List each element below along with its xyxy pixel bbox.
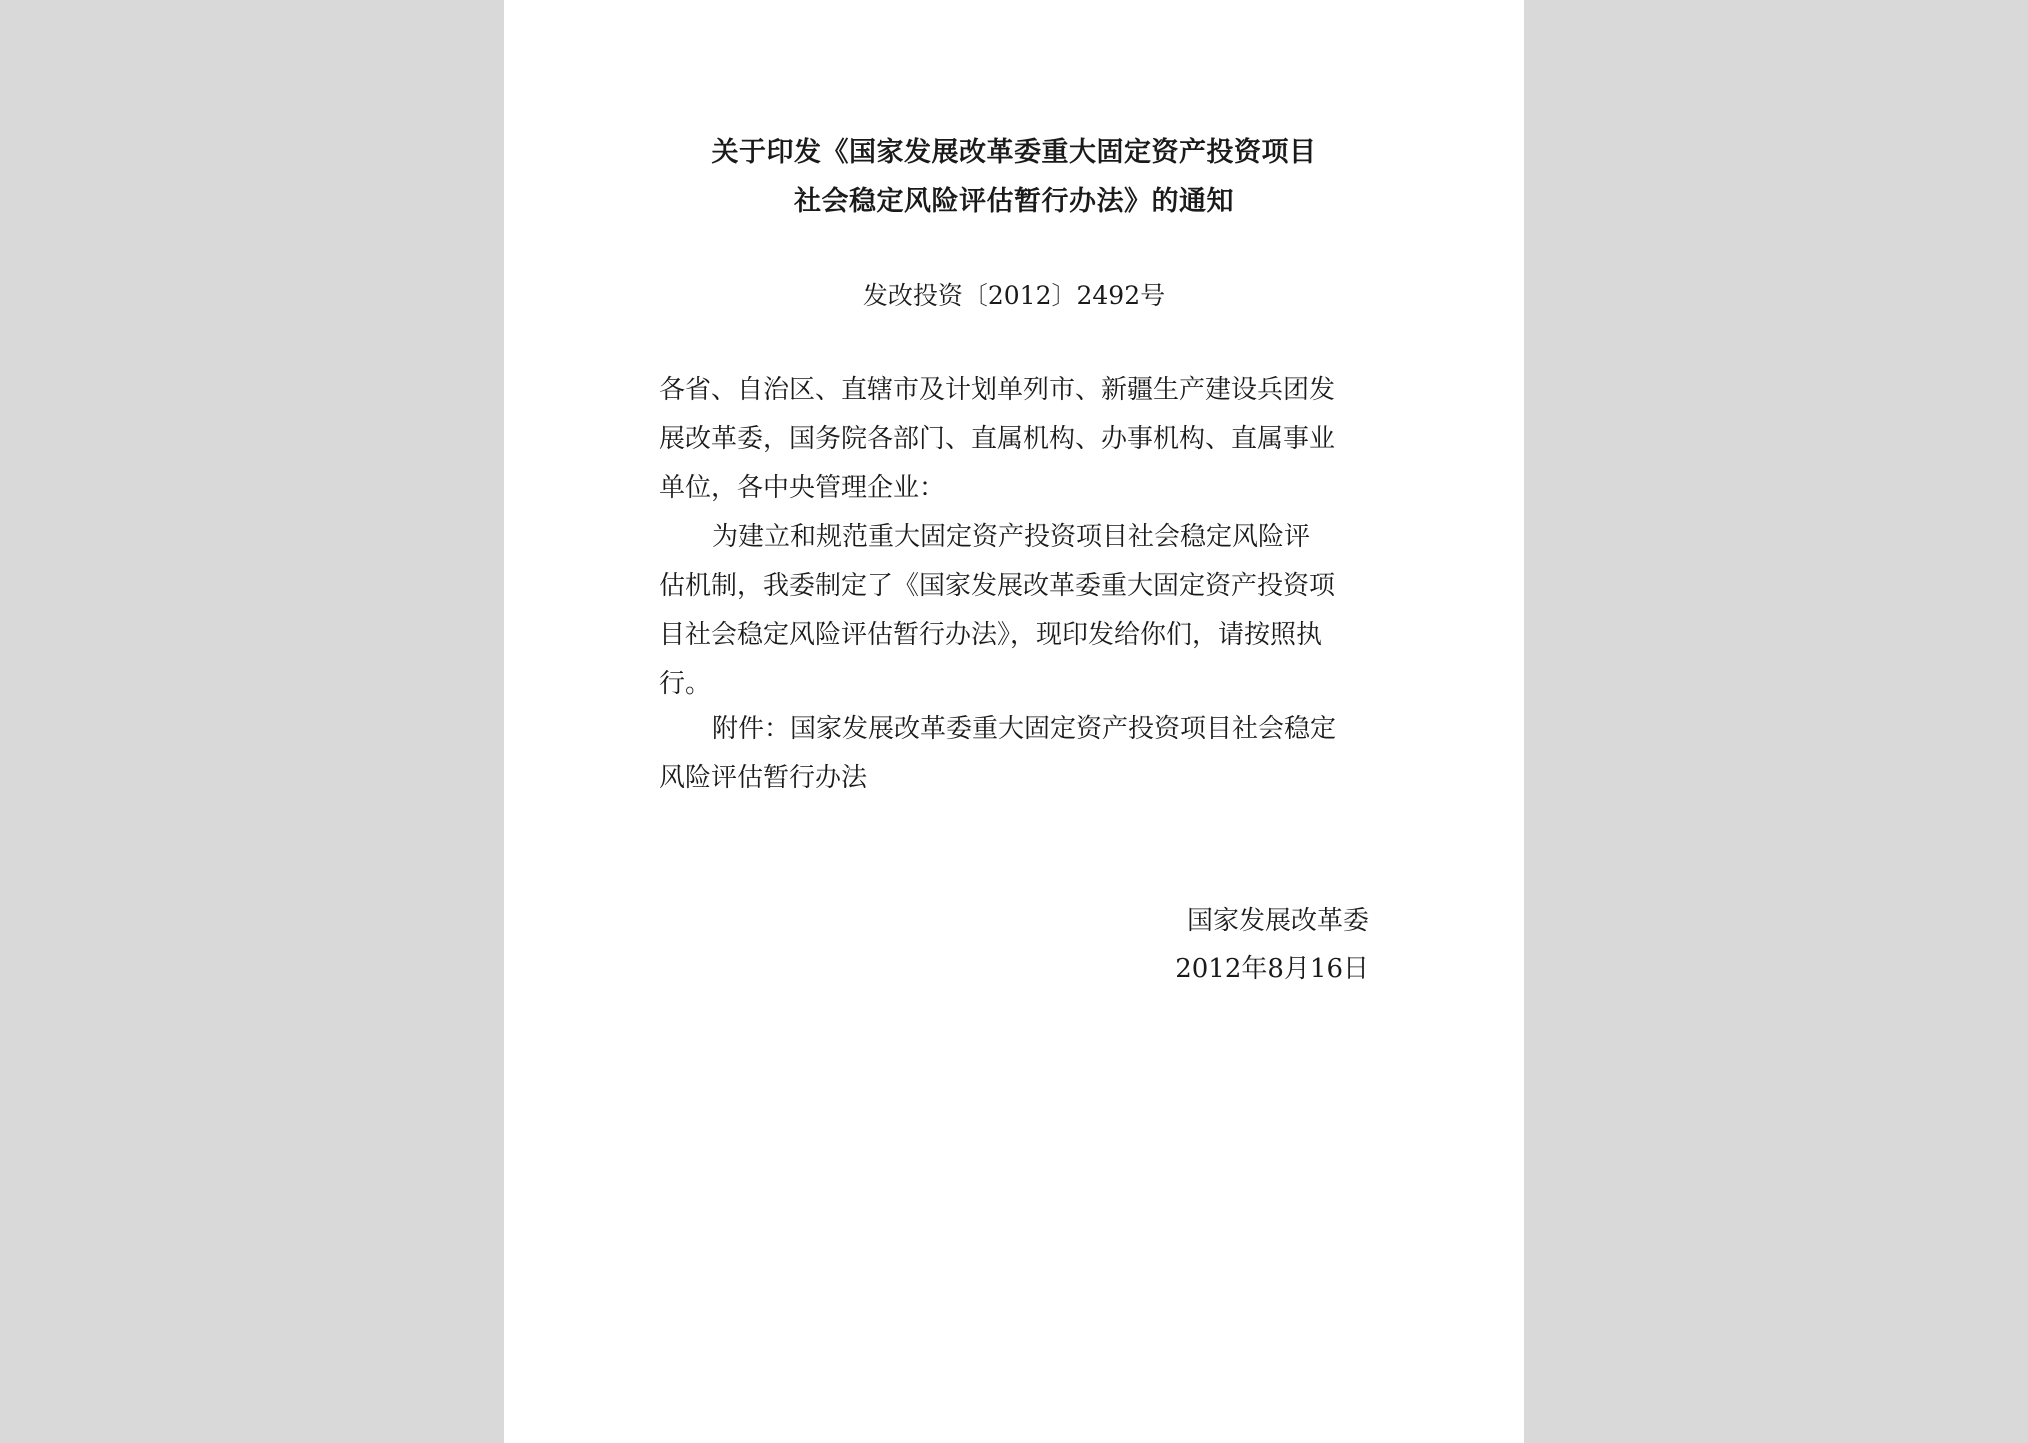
document-title-line-2: 社会稳定风险评估暂行办法》的通知: [794, 186, 1234, 217]
body-line-4: 行。: [659, 669, 712, 699]
addressee-line-3: 单位，各中央管理企业：: [659, 473, 946, 503]
addressee-line-2: 展改革委，国务院各部门、直属机构、办事机构、直属事业: [659, 424, 1336, 454]
attachment-line-1: 附件：国家发展改革委重大固定资产投资项目社会稳定: [712, 714, 1337, 744]
body-line-2: 估机制，我委制定了《国家发展改革委重大固定资产投资项: [659, 571, 1336, 601]
document-page: [504, 0, 1524, 1443]
addressee-line-1: 各省、自治区、直辖市及计划单列市、新疆生产建设兵团发: [659, 375, 1336, 405]
signer: 国家发展改革委: [1186, 906, 1369, 936]
body-line-3: 目社会稳定风险评估暂行办法》，现印发给你们，请按照执: [659, 620, 1323, 650]
body-line-1: 为建立和规范重大固定资产投资项目社会稳定风险评: [712, 522, 1311, 552]
attachment-line-2: 风险评估暂行办法: [659, 763, 868, 793]
document-title-line-1: 关于印发《国家发展改革委重大固定资产投资项目: [711, 137, 1317, 168]
signing-date: 2012年8月16日: [1175, 954, 1369, 984]
document-number: 发改投资〔2012〕2492号: [862, 281, 1166, 310]
